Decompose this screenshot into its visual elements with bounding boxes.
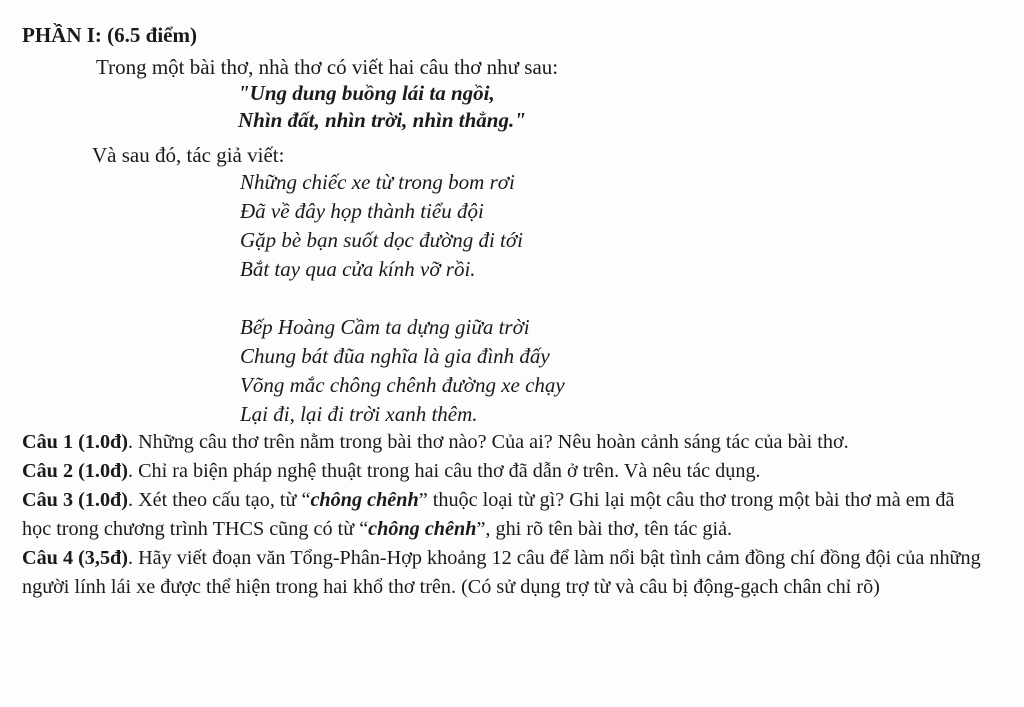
question-label: Câu 1 (1.0đ) — [22, 431, 128, 453]
poem-line: Chung bát đũa nghĩa là gia đình đấy — [240, 344, 550, 368]
question-text: . Chỉ ra biện pháp nghệ thuật trong hai câu thơ đã dẫn ở trên. Và nêu tác dụng. — [128, 460, 761, 482]
question-text: ” thuộc loại từ gì? Ghi lại một câu thơ trong một bài thơ mà em đã học trong chương trình THCS cũng có từ “ — [22, 489, 955, 540]
section-heading: PHẦN I: (6.5 điểm) — [22, 23, 197, 47]
question-2 — [22, 457, 982, 486]
question-text: . Những câu thơ trên nằm trong bài thơ nào? Của ai? Nêu hoàn cảnh sáng tác của bài thơ. — [128, 431, 849, 453]
quoted-verse — [238, 80, 526, 134]
poem-stanza-1 — [240, 168, 523, 284]
poem-line: Đã về đây họp thành tiểu đội — [240, 199, 484, 223]
question-label: Câu 2 (1.0đ) — [22, 460, 128, 482]
intro-line: Trong một bài thơ, nhà thơ có viết hai câu thơ như sau: — [96, 55, 559, 79]
quote-line: "Ung dung buồng lái ta ngồi, — [238, 81, 495, 105]
intro-line-2: Và sau đó, tác giả viết: — [92, 143, 285, 167]
question-list — [22, 428, 982, 602]
poem-stanza-2 — [240, 313, 565, 429]
poem-line: Bếp Hoàng Cầm ta dựng giữa trời — [240, 315, 530, 339]
question-text: . Hãy viết đoạn văn Tổng-Phân-Hợp khoảng 12 câu để làm nổi bật tình cảm đồng chí đồng đội của những người lính lái xe được thể hiện trong hai khổ thơ trên. (Có sử dụng trợ từ và câu bị động-gạch chân chỉ rõ) — [22, 547, 981, 598]
question-term: chông chênh — [368, 518, 477, 540]
question-1 — [22, 428, 982, 457]
poem-line: Bắt tay qua cửa kính vỡ rồi. — [240, 257, 476, 281]
quote-line: Nhìn đất, nhìn trời, nhìn thẳng." — [238, 108, 526, 132]
question-text: . Xét theo cấu tạo, từ “ — [128, 489, 311, 511]
question-label: Câu 3 (1.0đ) — [22, 489, 128, 511]
question-term: chông chênh — [310, 489, 419, 511]
question-label: Câu 4 (3,5đ) — [22, 547, 128, 569]
question-4 — [22, 544, 982, 602]
question-text: ”, ghi rõ tên bài thơ, tên tác giả. — [476, 518, 733, 540]
question-3 — [22, 486, 982, 544]
poem-line: Võng mắc chông chênh đường xe chạy — [240, 373, 565, 397]
poem-line: Lại đi, lại đi trời xanh thêm. — [240, 402, 478, 426]
poem-line: Những chiếc xe từ trong bom rơi — [240, 170, 515, 194]
poem-line: Gặp bè bạn suốt dọc đường đi tới — [240, 228, 523, 252]
